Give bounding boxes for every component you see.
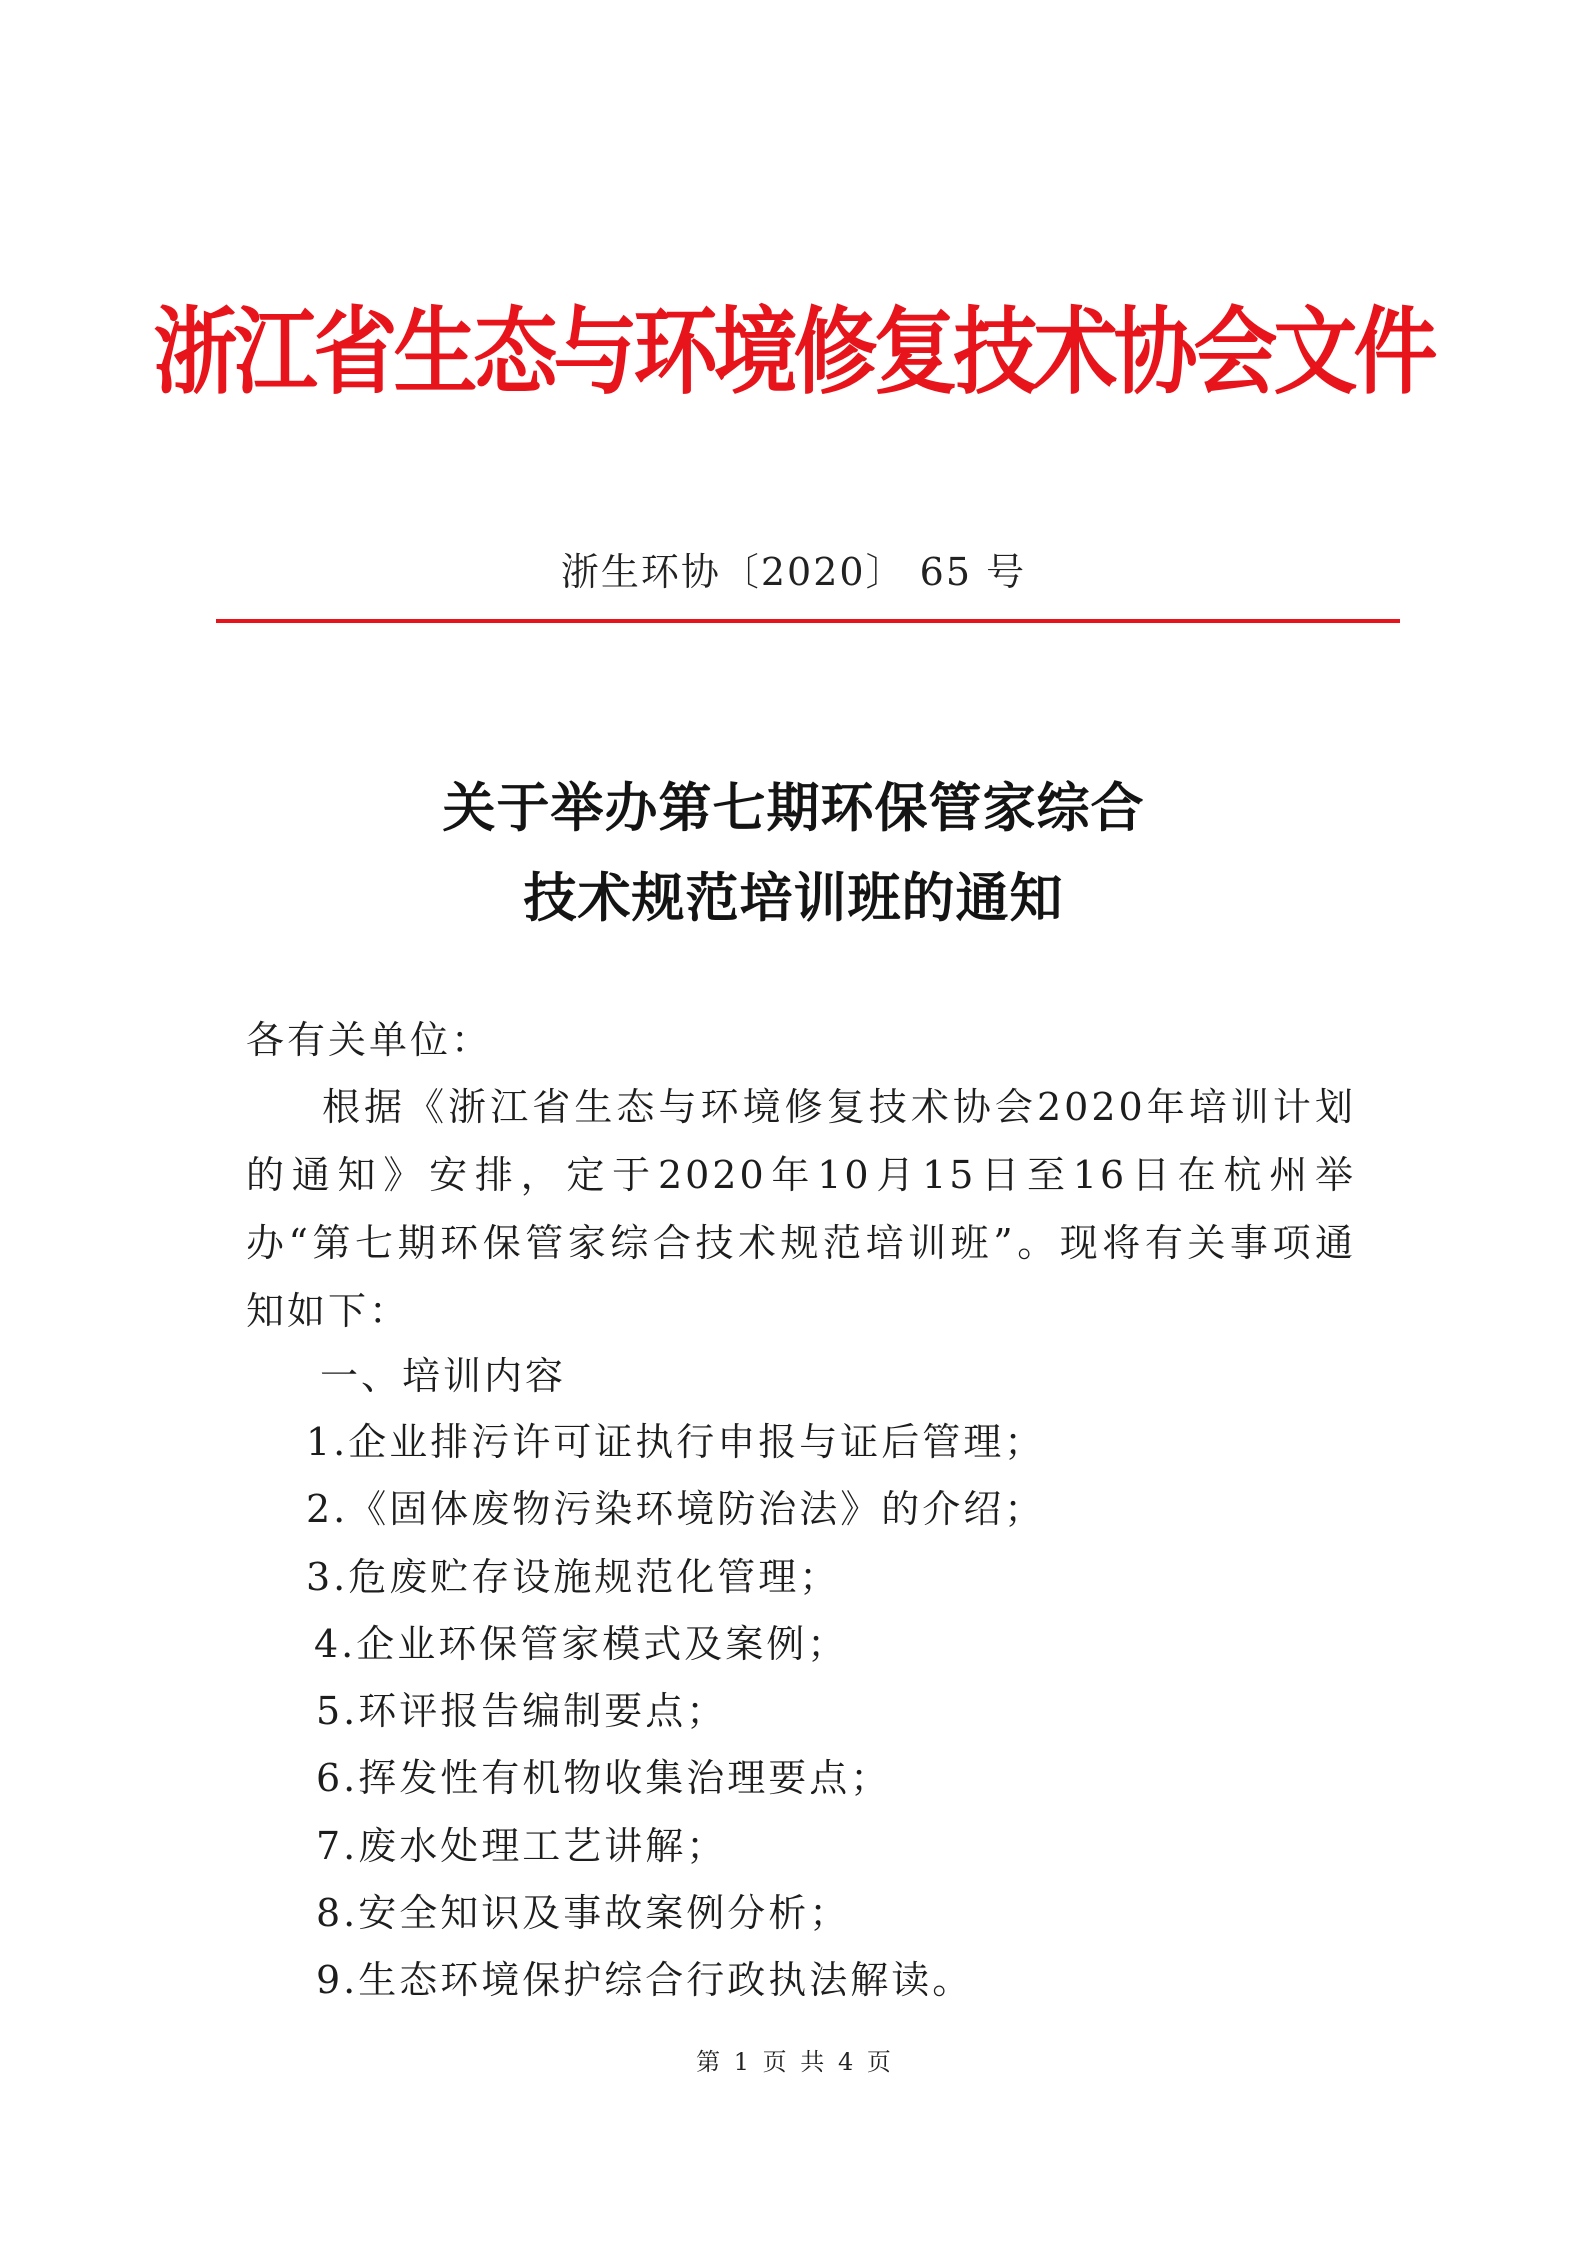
list-item: 8.安全知识及事故案例分析；	[316, 1891, 851, 1936]
list-item: 5.环评报告编制要点；	[316, 1689, 728, 1734]
list-item: 1.企业排污许可证执行申报与证后管理；	[306, 1420, 1046, 1464]
section-heading: 一、培训内容	[320, 1354, 567, 1398]
list-item: 4.企业环保管家模式及案例；	[314, 1621, 849, 1666]
list-item: 9.生态环境保护综合行政执法解读。	[316, 1958, 974, 2003]
list-item: 3.危废贮存设施规范化管理；	[306, 1554, 841, 1599]
page-number-footer: 第 1 页 共 4 页	[696, 2048, 891, 2076]
notice-title-line-1: 关于举办第七期环保管家综合	[442, 778, 1145, 839]
masthead-title: 浙江省生态与环境修复技术协会文件	[153, 297, 1434, 407]
document-number: 浙生环协〔2020〕 65 号	[560, 550, 1027, 594]
notice-title-line-2: 技术规范培训班的通知	[523, 868, 1064, 929]
list-item: 2.《固体废物污染环境防治法》的介绍；	[306, 1487, 1046, 1532]
intro-paragraph: 根据《浙江省生态与环境修复技术协会2020年培训计划的通知》安排，定于2020年10月15日至16日在杭州举办“第七期环保管家综合技术规范培训班”。现将有关事项通知如下：	[246, 1085, 1356, 1333]
salutation: 各有关单位：	[246, 1018, 493, 1062]
red-divider	[216, 619, 1400, 623]
training-content-list	[306, 1409, 1045, 2015]
list-item: 7.废水处理工艺讲解；	[316, 1823, 728, 1868]
list-item: 6.挥发性有机物收集治理要点；	[316, 1756, 892, 1801]
